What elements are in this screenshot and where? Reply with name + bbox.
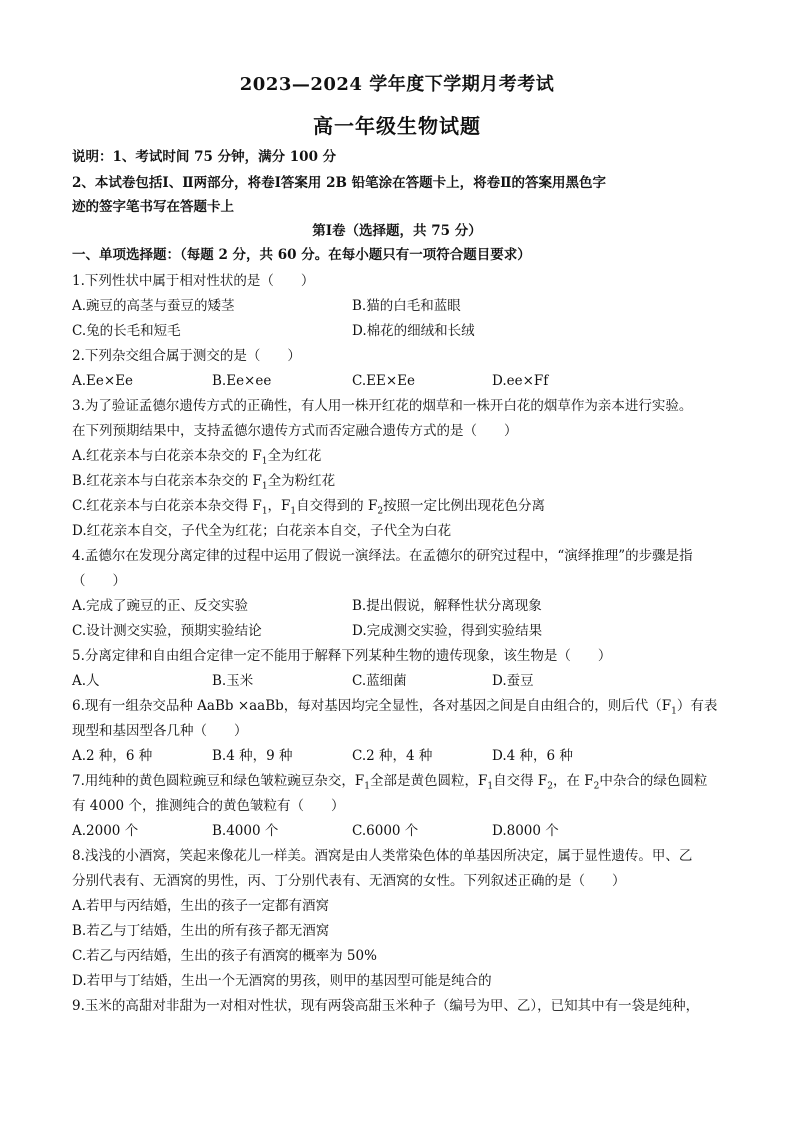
question-4-stem-line-1: 4.孟德尔在发现分离定律的过程中运用了假说一演绎法。在孟德尔的研究过程中，“演绎推理”的步骤是指 bbox=[72, 548, 693, 564]
q7-option-a: A.2000 个 bbox=[72, 823, 139, 839]
question-3-stem-line-1: 3.为了验证孟德尔遗传方式的正确性，有人用一株开红花的烟草和一株开白花的烟草作为亲本进行实验。 bbox=[72, 398, 693, 414]
q8-option-a: A.若甲与丙结婚，生出的孩子一定都有酒窝 bbox=[72, 898, 330, 914]
q4-option-b: B.提出假说，解释性状分离现象 bbox=[352, 598, 542, 614]
instructions-line-2: 2、本试卷包括Ⅰ、Ⅱ两部分，将卷Ⅰ答案用 2B 铅笔涂在答题卡上，将卷Ⅱ的答案用黑色字 bbox=[72, 175, 606, 191]
exam-subtitle: 高一年级生物试题 bbox=[313, 114, 481, 138]
question-6-stem-line-1: 6.现有一组杂交品种 AaBb ×aaBb，每对基因均完全显性，各对基因之间是自由组合的，则后代$(F_1)$有表 bbox=[72, 698, 718, 717]
q6-option-b: B.4 种，9 种 bbox=[212, 748, 293, 764]
question-7-stem-line-2: 有 4000 个，推测纯合的黄色皱粒有（ ） bbox=[72, 798, 345, 814]
q4-option-c: C.设计测交实验，预期实验结论 bbox=[72, 623, 262, 639]
q7-option-d: D.8000 个 bbox=[492, 823, 559, 839]
q7-option-b: B.4000 个 bbox=[212, 823, 279, 839]
q8-option-b: B.若乙与丁结婚，生出的所有孩子都无酒窝 bbox=[72, 923, 330, 939]
question-7-stem-line-1: 7.用纯种的黄色圆粒豌豆和绿色皱粒豌豆杂交，$F_1$全部是黄色圆粒，$F_1$自交得 $F_2$，在 $F_2$中杂合的绿色圆粒 bbox=[72, 773, 708, 792]
q1-option-d: D.棉花的细绒和长绒 bbox=[352, 323, 475, 339]
instructions-line-3: 迹的签字笔书写在答题卡上 bbox=[72, 199, 234, 215]
question-9-stem-line-1: 9.玉米的高甜对非甜为一对相对性状，现有两袋高甜玉米种子（编号为甲、乙），已知其中有一袋是纯种， bbox=[72, 998, 700, 1014]
q3-option-b: B.红花亲本与白花亲本杂交的 $F_1$全为粉红花 bbox=[72, 473, 336, 492]
part-heading: 一、单项选择题：（每题 2 分，共 60 分。在每小题只有一项符合题目要求） bbox=[72, 247, 531, 263]
q7-option-c: C.6000 个 bbox=[352, 823, 419, 839]
q5-option-b: B.玉米 bbox=[212, 673, 254, 689]
q4-option-a: A.完成了豌豆的正、反交实验 bbox=[72, 598, 249, 614]
q1-option-a: A.豌豆的高茎与蚕豆的矮茎 bbox=[72, 298, 235, 314]
q8-option-c: C.若乙与丙结婚，生出的孩子有酒窝的概率为 50% bbox=[72, 948, 377, 964]
q1-option-b: B.猫的白毛和蓝眼 bbox=[352, 298, 461, 314]
q6-option-d: D.4 种，6 种 bbox=[492, 748, 573, 764]
q2-option-b: B.Ee×ee bbox=[212, 373, 272, 389]
section-title: 第Ⅰ卷（选择题，共 75 分） bbox=[312, 223, 482, 239]
q6-option-c: C.2 种，4 种 bbox=[352, 748, 433, 764]
question-8-stem-line-2: 分别代表有、无酒窝的男性，丙、丁分别代表有、无酒窝的女性。下列叙述正确的是（ ） bbox=[72, 873, 626, 889]
question-3-stem-line-2: 在下列预期结果中，支持孟德尔遗传方式而否定融合遗传方式的是（ ） bbox=[72, 423, 518, 439]
q5-option-a: A.人 bbox=[72, 673, 100, 689]
question-4-stem-line-2: （ ） bbox=[72, 573, 126, 589]
q2-option-d: D.ee×Ff bbox=[492, 373, 549, 389]
question-2-stem: 2.下列杂交组合属于测交的是（ ） bbox=[72, 348, 301, 364]
q1-option-c: C.兔的长毛和短毛 bbox=[72, 323, 181, 339]
q3-option-d: D.红花亲本自交，子代全为红花；白花亲本自交，子代全为白花 bbox=[72, 523, 452, 539]
q5-option-d: D.蚕豆 bbox=[492, 673, 534, 689]
question-6-stem-line-2: 现型和基因型各几种（ ） bbox=[72, 723, 248, 739]
question-5-stem: 5.分离定律和自由组合定律一定不能用于解释下列某种生物的遗传现象，该生物是（ ） bbox=[72, 648, 612, 664]
q6-option-a: A.2 种，6 种 bbox=[72, 748, 153, 764]
question-1-stem: 1.下列性状中属于相对性状的是（ ） bbox=[72, 273, 315, 289]
q3-option-a: A.红花亲本与白花亲本杂交的 $F_1$全为红花 bbox=[72, 448, 322, 467]
q3-option-c: C.红花亲本与白花亲本杂交得 $F_1$，$F_1$自交得到的 $F_2$按照一定比例出现花色分离 bbox=[72, 498, 546, 517]
q8-option-d: D.若甲与丁结婚，生出一个无酒窝的男孩，则甲的基因型可能是纯合的 bbox=[72, 973, 492, 989]
exam-title: 2023—2024 学年度下学期月考考试 bbox=[239, 74, 555, 95]
q2-option-a: A.Ee×Ee bbox=[72, 373, 134, 389]
instructions-line-1: 说明：1、考试时间 75 分钟，满分 100 分 bbox=[72, 149, 337, 165]
q4-option-d: D.完成测交实验，得到实验结果 bbox=[352, 623, 543, 639]
q5-option-c: C.蓝细菌 bbox=[352, 673, 407, 689]
q2-option-c: C.EE×Ee bbox=[352, 373, 416, 389]
question-8-stem-line-1: 8.浅浅的小酒窝，笑起来像花儿一样美。酒窝是由人类常染色体的单基因所决定，属于显性遗传。甲、乙 bbox=[72, 848, 693, 864]
